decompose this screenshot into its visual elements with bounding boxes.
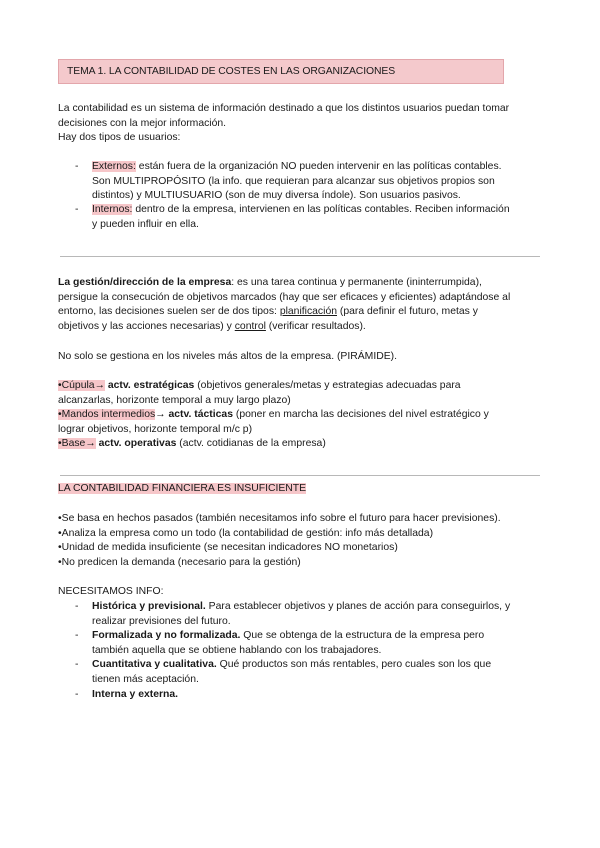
item-text: realizar previsiones del futuro. bbox=[92, 615, 231, 627]
item-bold: Formalizada y no formalizada. bbox=[92, 630, 241, 641]
title-box bbox=[58, 59, 504, 84]
levels-list bbox=[58, 379, 548, 452]
gestion-text: objetivos y las acciones necesarias) y bbox=[58, 320, 235, 332]
section-heading: LA CONTABILIDAD FINANCIERA ES INSUFICIENTE bbox=[58, 483, 307, 494]
item-text: Qué productos son más rentables, pero cuales son los que bbox=[216, 659, 492, 670]
item-bold: Cuantitativa y cualitativa. bbox=[92, 659, 217, 670]
list-item-externos bbox=[92, 160, 542, 204]
gestion-text: entorno, las decisiones suelen ser de dos tipos: bbox=[58, 306, 280, 318]
level-highlight: •Base bbox=[58, 438, 86, 450]
intro-line: Hay dos tipos de usuarios: bbox=[58, 132, 181, 144]
list-item: •Unidad de medida insuficiente (se necesitan indicadores NO monetarios) bbox=[58, 542, 398, 554]
item-text: tienen más aceptación. bbox=[92, 673, 199, 685]
item-text: y pueden influir en ella. bbox=[92, 218, 199, 230]
list-dash: - bbox=[75, 659, 79, 670]
gestion-bold: La gestión/dirección de la empresa bbox=[58, 277, 232, 288]
item-text: dentro de la empresa, intervienen en las políticas contables. Reciben información bbox=[132, 204, 510, 215]
arrow-icon: → bbox=[85, 438, 96, 450]
list-item-internos bbox=[92, 203, 542, 232]
level-text: (objetivos generales/metas y estrategias adecuadas para bbox=[194, 380, 461, 391]
divider bbox=[60, 256, 540, 257]
gestion-text: (verificar resultados). bbox=[265, 320, 366, 332]
level-text: (poner en marcha las decisiones del nivel estratégico y bbox=[232, 409, 489, 421]
planificacion-term: planificación bbox=[279, 306, 337, 318]
gestion-text: (para definir el futuro, metas y bbox=[337, 306, 478, 318]
page-title: TEMA 1. LA CONTABILIDAD DE COSTES EN LAS ORGANIZACIONES bbox=[67, 66, 396, 77]
intro-line: La contabilidad es un sistema de información destinado a que los distintos usuarios puedan tomar bbox=[58, 103, 510, 114]
level-text: alcanzarlas, horizonte temporal a muy largo plazo) bbox=[58, 394, 291, 406]
item-text: también aquella que se obtiene hablando con los trabajadores. bbox=[92, 644, 382, 656]
intro-line: decisiones con la mejor información. bbox=[58, 117, 227, 129]
divider bbox=[60, 475, 540, 476]
level-bold: actv. estratégicas bbox=[104, 380, 195, 391]
item-bold: Interna y externa. bbox=[92, 689, 179, 700]
list-dash: - bbox=[75, 161, 79, 172]
item-text: Que se obtenga de la estructura de la empresa pero bbox=[240, 630, 485, 641]
info-heading: NECESITAMOS INFO: bbox=[58, 586, 164, 597]
piramide-line: No solo se gestiona en los niveles más altos de la empresa. (PIRÁMIDE). bbox=[58, 351, 397, 362]
item-text: Son MULTIPROPÓSITO (la info. que requieran para alcanzar sus objetivos propios son bbox=[92, 175, 495, 187]
list-item bbox=[92, 629, 542, 658]
list-dash: - bbox=[75, 689, 79, 700]
level-text: (actv. cotidianas de la empresa) bbox=[176, 438, 326, 450]
gestion-text: : es una tarea continua y permanente (ininterrumpida), bbox=[231, 277, 482, 288]
intro-paragraph bbox=[58, 102, 548, 146]
list-item bbox=[92, 688, 542, 703]
list-dash: - bbox=[75, 601, 79, 612]
level-bold: actv. tácticas bbox=[165, 409, 233, 421]
list-dash: - bbox=[75, 630, 79, 641]
list-item: •No predicen la demanda (necesario para la gestión) bbox=[58, 556, 301, 568]
gestion-paragraph bbox=[58, 276, 548, 334]
arrow-icon: → bbox=[94, 380, 105, 391]
list-dash: - bbox=[75, 204, 79, 215]
arrow-icon: → bbox=[155, 409, 166, 421]
item-text: Para establecer objetivos y planes de acción para conseguirlos, y bbox=[205, 601, 511, 612]
list-item bbox=[92, 658, 542, 687]
control-term: control bbox=[234, 320, 266, 332]
financiera-heading bbox=[58, 482, 306, 497]
financiera-bullets bbox=[58, 512, 548, 570]
item-bold: Histórica y previsional. bbox=[92, 601, 206, 612]
level-bold: actv. operativas bbox=[95, 438, 177, 450]
item-text: distintos) y MULTIUSUARIO (son de muy diversa índole). Son usuarios pasivos. bbox=[92, 190, 461, 202]
gestion-text: persigue la consecución de objetivos marcados (hay que ser eficaces y eficientes) adaptándose al bbox=[58, 291, 511, 303]
list-item bbox=[92, 600, 542, 629]
level-highlight: •Cúpula bbox=[58, 380, 95, 391]
level-highlight: •Mandos intermedios bbox=[58, 409, 156, 421]
list-item: •Analiza la empresa como un todo (la contabilidad de gestión: info más detallada) bbox=[58, 527, 434, 539]
list-item: •Se basa en hechos pasados (también necesitamos info sobre el futuro para hacer previsiones). bbox=[58, 513, 501, 524]
level-text: lograr objetivos, horizonte temporal m/c p) bbox=[58, 423, 253, 435]
term-highlight: Externos: bbox=[92, 161, 136, 172]
item-text: están fuera de la organización NO pueden intervenir en las políticas contables. bbox=[135, 161, 502, 172]
term-highlight: Internos: bbox=[92, 204, 133, 215]
